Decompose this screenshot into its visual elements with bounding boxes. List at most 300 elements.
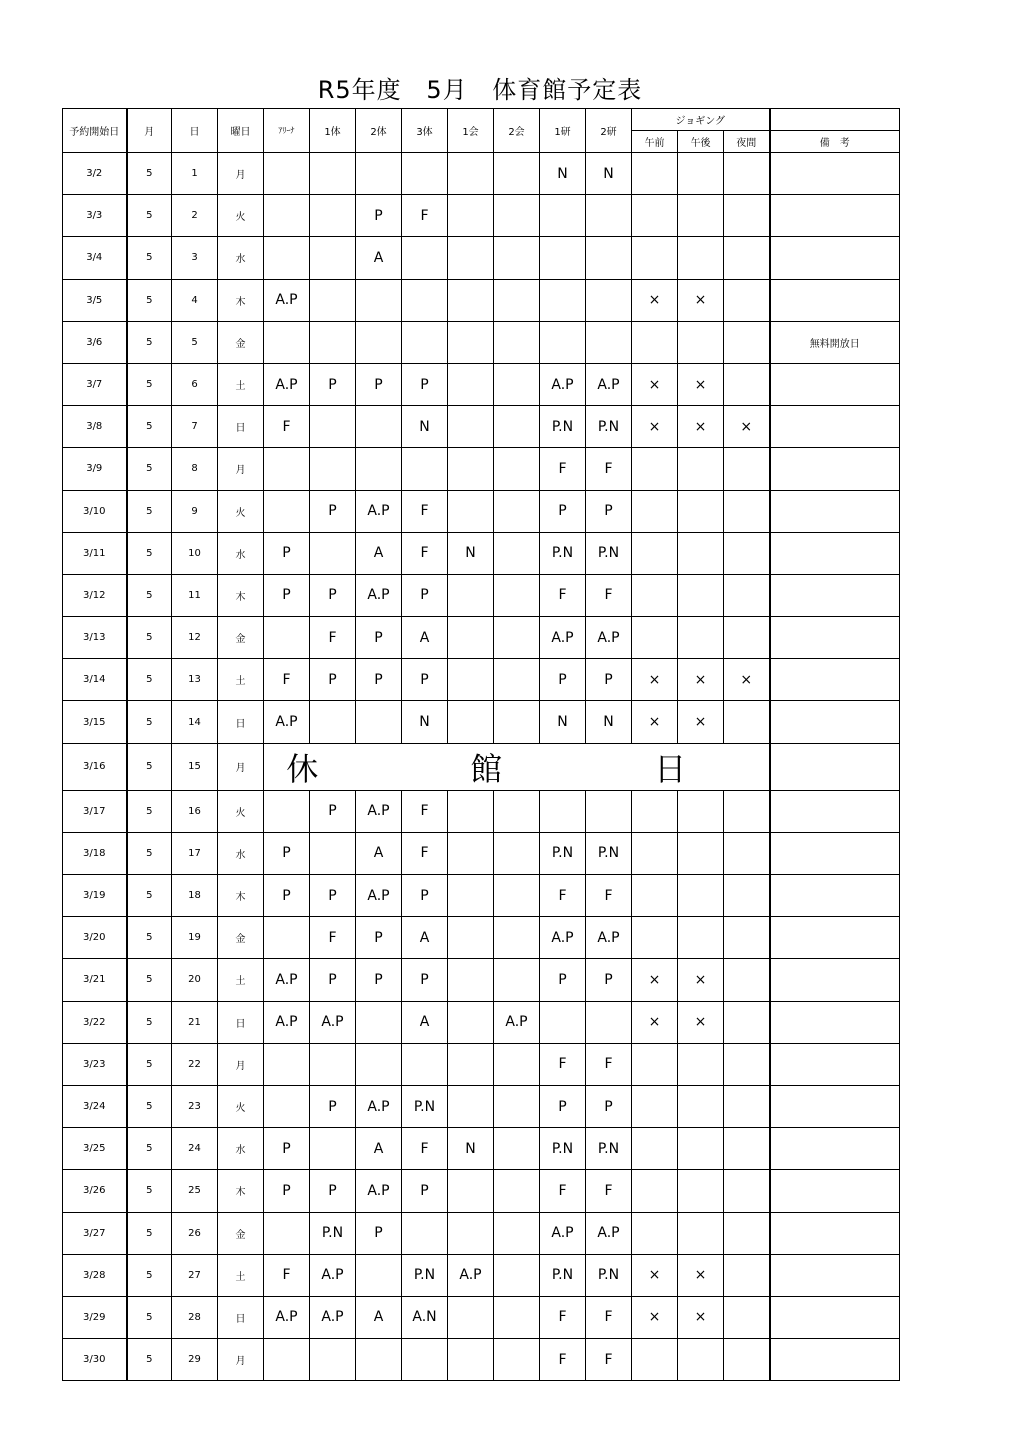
reserve-start-cell: 3/10: [63, 490, 127, 532]
facility-cell: P: [586, 659, 632, 701]
facility-cell: P.N: [586, 1128, 632, 1170]
facility-cell: P: [310, 875, 356, 917]
table-row: [63, 1296, 900, 1338]
jogging-cell: [632, 237, 678, 279]
jogging-cell: [724, 363, 770, 405]
month-cell: 5: [127, 153, 172, 195]
facility-cell: P: [310, 363, 356, 405]
facility-cell: F: [264, 406, 310, 448]
facility-cell: P.N: [586, 1254, 632, 1296]
table-row: [63, 1254, 900, 1296]
facility-cell: P: [356, 959, 402, 1001]
facility-cell: P.N: [540, 532, 586, 574]
facility-cell: [356, 1001, 402, 1043]
day-cell: 20: [172, 959, 218, 1001]
facility-cell: A.P: [310, 1001, 356, 1043]
remarks-cell: [770, 574, 900, 616]
table-row: [63, 832, 900, 874]
table-row: [63, 574, 900, 616]
facility-cell: [448, 917, 494, 959]
facility-cell: P: [402, 659, 448, 701]
jogging-cell: [724, 617, 770, 659]
header-facility: ｱﾘｰﾅ: [264, 109, 310, 153]
header-weekday: 曜日: [218, 109, 264, 153]
weekday-cell: 金: [218, 1212, 264, 1254]
facility-cell: [264, 790, 310, 832]
facility-cell: P: [586, 959, 632, 1001]
facility-cell: A.P: [356, 875, 402, 917]
jogging-cell: ×: [632, 406, 678, 448]
reserve-start-cell: 3/2: [63, 153, 127, 195]
facility-cell: A.P: [540, 917, 586, 959]
day-cell: 3: [172, 237, 218, 279]
day-cell: 2: [172, 195, 218, 237]
facility-cell: [540, 1001, 586, 1043]
facility-cell: [264, 1339, 310, 1381]
facility-cell: A: [402, 617, 448, 659]
facility-cell: P: [264, 532, 310, 574]
weekday-cell: 日: [218, 1296, 264, 1338]
facility-cell: [448, 1001, 494, 1043]
facility-cell: N: [586, 153, 632, 195]
facility-cell: P.N: [310, 1212, 356, 1254]
facility-cell: [494, 659, 540, 701]
jogging-cell: [724, 490, 770, 532]
facility-cell: [310, 1043, 356, 1085]
jogging-cell: [632, 790, 678, 832]
table-row: [63, 448, 900, 490]
facility-cell: A: [356, 832, 402, 874]
facility-cell: [264, 1043, 310, 1085]
table-row: [63, 1001, 900, 1043]
jogging-cell: [724, 1339, 770, 1381]
facility-cell: [264, 917, 310, 959]
reserve-start-cell: 3/7: [63, 363, 127, 405]
jogging-cell: ×: [678, 1254, 724, 1296]
jogging-cell: [678, 617, 724, 659]
day-cell: 6: [172, 363, 218, 405]
facility-cell: [494, 1085, 540, 1127]
month-cell: 5: [127, 917, 172, 959]
reserve-start-cell: 3/13: [63, 617, 127, 659]
jogging-cell: [678, 1339, 724, 1381]
facility-cell: [448, 790, 494, 832]
facility-cell: [448, 1085, 494, 1127]
header-facility: 1会: [448, 109, 494, 153]
facility-cell: A: [356, 1128, 402, 1170]
reserve-start-cell: 3/4: [63, 237, 127, 279]
header-blank: [770, 109, 900, 131]
header-jogging: ジョギング: [632, 109, 770, 131]
facility-cell: F: [586, 1339, 632, 1381]
facility-cell: [356, 448, 402, 490]
reserve-start-cell: 3/23: [63, 1043, 127, 1085]
weekday-cell: 火: [218, 1085, 264, 1127]
jogging-cell: [724, 195, 770, 237]
facility-cell: F: [402, 195, 448, 237]
facility-cell: [448, 875, 494, 917]
facility-cell: P: [540, 490, 586, 532]
table-row: [63, 917, 900, 959]
facility-cell: A.P: [540, 363, 586, 405]
month-cell: 5: [127, 743, 172, 790]
month-cell: 5: [127, 959, 172, 1001]
facility-cell: A.P: [356, 1170, 402, 1212]
facility-cell: [586, 321, 632, 363]
jogging-cell: [724, 1254, 770, 1296]
facility-cell: [494, 195, 540, 237]
jogging-cell: ×: [724, 659, 770, 701]
weekday-cell: 日: [218, 701, 264, 743]
facility-cell: [448, 1212, 494, 1254]
facility-cell: [494, 701, 540, 743]
weekday-cell: 木: [218, 1170, 264, 1212]
month-cell: 5: [127, 875, 172, 917]
remarks-cell: [770, 490, 900, 532]
facility-cell: [264, 321, 310, 363]
facility-cell: [264, 153, 310, 195]
facility-cell: N: [448, 1128, 494, 1170]
facility-cell: [264, 1085, 310, 1127]
facility-cell: A.P: [264, 1296, 310, 1338]
facility-cell: A.P: [540, 1212, 586, 1254]
weekday-cell: 月: [218, 448, 264, 490]
month-cell: 5: [127, 1254, 172, 1296]
table-row: [63, 1043, 900, 1085]
facility-cell: [402, 1043, 448, 1085]
facility-cell: [310, 701, 356, 743]
facility-cell: [310, 279, 356, 321]
jogging-cell: [724, 832, 770, 874]
remarks-cell: [770, 701, 900, 743]
weekday-cell: 金: [218, 917, 264, 959]
facility-cell: [310, 832, 356, 874]
reserve-start-cell: 3/5: [63, 279, 127, 321]
facility-cell: A: [402, 917, 448, 959]
remarks-cell: [770, 153, 900, 195]
facility-cell: [448, 701, 494, 743]
month-cell: 5: [127, 1212, 172, 1254]
jogging-cell: [632, 448, 678, 490]
facility-cell: P: [264, 1128, 310, 1170]
table-row: [63, 701, 900, 743]
remarks-cell: [770, 659, 900, 701]
facility-cell: [356, 321, 402, 363]
facility-cell: [448, 1296, 494, 1338]
reserve-start-cell: 3/28: [63, 1254, 127, 1296]
facility-cell: P.N: [540, 832, 586, 874]
month-cell: 5: [127, 237, 172, 279]
reserve-start-cell: 3/24: [63, 1085, 127, 1127]
table-row: [63, 1128, 900, 1170]
weekday-cell: 月: [218, 153, 264, 195]
facility-cell: [448, 237, 494, 279]
jogging-cell: [678, 790, 724, 832]
weekday-cell: 金: [218, 617, 264, 659]
jogging-cell: [724, 875, 770, 917]
reserve-start-cell: 3/30: [63, 1339, 127, 1381]
facility-cell: A.P: [540, 617, 586, 659]
weekday-cell: 木: [218, 574, 264, 616]
weekday-cell: 火: [218, 790, 264, 832]
month-cell: 5: [127, 1085, 172, 1127]
facility-cell: P: [356, 195, 402, 237]
facility-cell: [494, 617, 540, 659]
facility-cell: [310, 448, 356, 490]
facility-cell: A.N: [402, 1296, 448, 1338]
facility-cell: A.P: [310, 1254, 356, 1296]
jogging-cell: ×: [632, 279, 678, 321]
jogging-cell: [724, 1085, 770, 1127]
facility-cell: [448, 195, 494, 237]
facility-cell: A: [356, 1296, 402, 1338]
jogging-cell: [724, 1001, 770, 1043]
facility-cell: P.N: [402, 1254, 448, 1296]
weekday-cell: 水: [218, 832, 264, 874]
facility-cell: [264, 448, 310, 490]
facility-cell: F: [540, 448, 586, 490]
facility-cell: [264, 195, 310, 237]
facility-cell: [264, 490, 310, 532]
remarks-cell: [770, 195, 900, 237]
jogging-cell: [678, 532, 724, 574]
jogging-cell: [678, 153, 724, 195]
facility-cell: A.P: [264, 959, 310, 1001]
facility-cell: [264, 237, 310, 279]
facility-cell: [494, 1212, 540, 1254]
table-row: [63, 1085, 900, 1127]
facility-cell: P: [402, 875, 448, 917]
remarks-cell: [770, 1254, 900, 1296]
reserve-start-cell: 3/20: [63, 917, 127, 959]
facility-cell: P: [310, 574, 356, 616]
facility-cell: P: [356, 617, 402, 659]
facility-cell: [494, 574, 540, 616]
month-cell: 5: [127, 406, 172, 448]
facility-cell: P.N: [540, 1128, 586, 1170]
facility-cell: [494, 1254, 540, 1296]
month-cell: 5: [127, 532, 172, 574]
facility-cell: A.P: [356, 490, 402, 532]
month-cell: 5: [127, 448, 172, 490]
facility-cell: F: [540, 875, 586, 917]
facility-cell: [402, 1339, 448, 1381]
facility-cell: [494, 490, 540, 532]
jogging-cell: ×: [678, 659, 724, 701]
day-cell: 4: [172, 279, 218, 321]
month-cell: 5: [127, 363, 172, 405]
header-facility: 3体: [402, 109, 448, 153]
jogging-cell: [632, 574, 678, 616]
day-cell: 14: [172, 701, 218, 743]
facility-cell: F: [586, 1296, 632, 1338]
table-row: [63, 1212, 900, 1254]
day-cell: 23: [172, 1085, 218, 1127]
facility-cell: [448, 279, 494, 321]
month-cell: 5: [127, 1339, 172, 1381]
reserve-start-cell: 3/27: [63, 1212, 127, 1254]
reserve-start-cell: 3/16: [63, 743, 127, 790]
facility-cell: P: [402, 574, 448, 616]
facility-cell: A.P: [448, 1254, 494, 1296]
day-cell: 22: [172, 1043, 218, 1085]
day-cell: 28: [172, 1296, 218, 1338]
facility-cell: [494, 1339, 540, 1381]
month-cell: 5: [127, 195, 172, 237]
facility-cell: [310, 406, 356, 448]
day-cell: 25: [172, 1170, 218, 1212]
facility-cell: [448, 363, 494, 405]
table-row: [63, 153, 900, 195]
remarks-cell: [770, 1212, 900, 1254]
jogging-cell: [678, 574, 724, 616]
month-cell: 5: [127, 279, 172, 321]
jogging-cell: [632, 153, 678, 195]
header-jogging-slot: 午後: [678, 131, 724, 153]
remarks-cell: [770, 448, 900, 490]
reserve-start-cell: 3/9: [63, 448, 127, 490]
facility-cell: [310, 153, 356, 195]
facility-cell: F: [586, 1043, 632, 1085]
facility-cell: [448, 490, 494, 532]
facility-cell: P.N: [540, 406, 586, 448]
facility-cell: F: [402, 490, 448, 532]
day-cell: 7: [172, 406, 218, 448]
jogging-cell: [724, 448, 770, 490]
remarks-cell: [770, 406, 900, 448]
jogging-cell: ×: [678, 701, 724, 743]
reserve-start-cell: 3/8: [63, 406, 127, 448]
day-cell: 26: [172, 1212, 218, 1254]
facility-cell: P.N: [586, 406, 632, 448]
day-cell: 13: [172, 659, 218, 701]
jogging-cell: [724, 1212, 770, 1254]
weekday-cell: 月: [218, 1339, 264, 1381]
facility-cell: P: [540, 1085, 586, 1127]
jogging-cell: [632, 321, 678, 363]
header-facility: 1体: [310, 109, 356, 153]
facility-cell: P.N: [540, 1254, 586, 1296]
facility-cell: [448, 406, 494, 448]
jogging-cell: [724, 279, 770, 321]
facility-cell: N: [402, 406, 448, 448]
jogging-cell: ×: [632, 701, 678, 743]
facility-cell: P: [264, 1170, 310, 1212]
facility-cell: [356, 701, 402, 743]
facility-cell: F: [310, 617, 356, 659]
remarks-cell: [770, 1296, 900, 1338]
jogging-cell: [724, 321, 770, 363]
day-cell: 24: [172, 1128, 218, 1170]
reserve-start-cell: 3/12: [63, 574, 127, 616]
jogging-cell: [678, 195, 724, 237]
remarks-cell: [770, 1085, 900, 1127]
table-row: [63, 363, 900, 405]
remarks-cell: [770, 1043, 900, 1085]
facility-cell: [356, 406, 402, 448]
facility-cell: P: [356, 1212, 402, 1254]
facility-cell: P: [310, 959, 356, 1001]
table-row: [63, 875, 900, 917]
month-cell: 5: [127, 832, 172, 874]
day-cell: 15: [172, 743, 218, 790]
jogging-cell: [724, 532, 770, 574]
header-jogging-slot: 夜間: [724, 131, 770, 153]
reserve-start-cell: 3/6: [63, 321, 127, 363]
facility-cell: [586, 790, 632, 832]
day-cell: 16: [172, 790, 218, 832]
facility-cell: A.P: [264, 701, 310, 743]
facility-cell: A.P: [264, 1001, 310, 1043]
weekday-cell: 水: [218, 1128, 264, 1170]
jogging-cell: [724, 1043, 770, 1085]
jogging-cell: ×: [632, 1296, 678, 1338]
facility-cell: [494, 875, 540, 917]
jogging-cell: [678, 321, 724, 363]
facility-cell: F: [540, 574, 586, 616]
facility-cell: P.N: [586, 832, 632, 874]
facility-cell: [494, 1128, 540, 1170]
facility-cell: [402, 153, 448, 195]
facility-cell: [448, 1339, 494, 1381]
facility-cell: A.P: [264, 363, 310, 405]
facility-cell: A.P: [586, 1212, 632, 1254]
facility-cell: [586, 195, 632, 237]
facility-cell: F: [540, 1043, 586, 1085]
page-title: [0, 70, 960, 105]
facility-cell: [494, 237, 540, 279]
header-facility: 2会: [494, 109, 540, 153]
remarks-cell: [770, 790, 900, 832]
jogging-cell: [632, 832, 678, 874]
weekday-cell: 火: [218, 490, 264, 532]
jogging-cell: [632, 875, 678, 917]
weekday-cell: 土: [218, 1254, 264, 1296]
facility-cell: [540, 790, 586, 832]
jogging-cell: [724, 1128, 770, 1170]
facility-cell: [448, 832, 494, 874]
jogging-cell: [724, 1170, 770, 1212]
jogging-cell: [632, 1085, 678, 1127]
jogging-cell: [632, 917, 678, 959]
facility-cell: F: [586, 875, 632, 917]
reserve-start-cell: 3/29: [63, 1296, 127, 1338]
facility-cell: [402, 237, 448, 279]
facility-cell: A.P: [264, 279, 310, 321]
facility-cell: P: [310, 790, 356, 832]
header-reserve-start: 予約開始日: [63, 109, 127, 153]
facility-cell: F: [402, 532, 448, 574]
remarks-cell: [770, 1128, 900, 1170]
reserve-start-cell: 3/18: [63, 832, 127, 874]
reserve-start-cell: 3/17: [63, 790, 127, 832]
day-cell: 29: [172, 1339, 218, 1381]
jogging-cell: [678, 832, 724, 874]
day-cell: 17: [172, 832, 218, 874]
jogging-cell: ×: [632, 363, 678, 405]
facility-cell: [586, 237, 632, 279]
remarks-cell: [770, 743, 900, 790]
facility-cell: F: [264, 659, 310, 701]
facility-cell: A.P: [586, 917, 632, 959]
facility-cell: [310, 195, 356, 237]
month-cell: 5: [127, 790, 172, 832]
facility-cell: P: [310, 490, 356, 532]
schedule-body: [63, 153, 900, 1381]
facility-cell: [448, 959, 494, 1001]
table-row: [63, 743, 900, 790]
table-row: [63, 237, 900, 279]
